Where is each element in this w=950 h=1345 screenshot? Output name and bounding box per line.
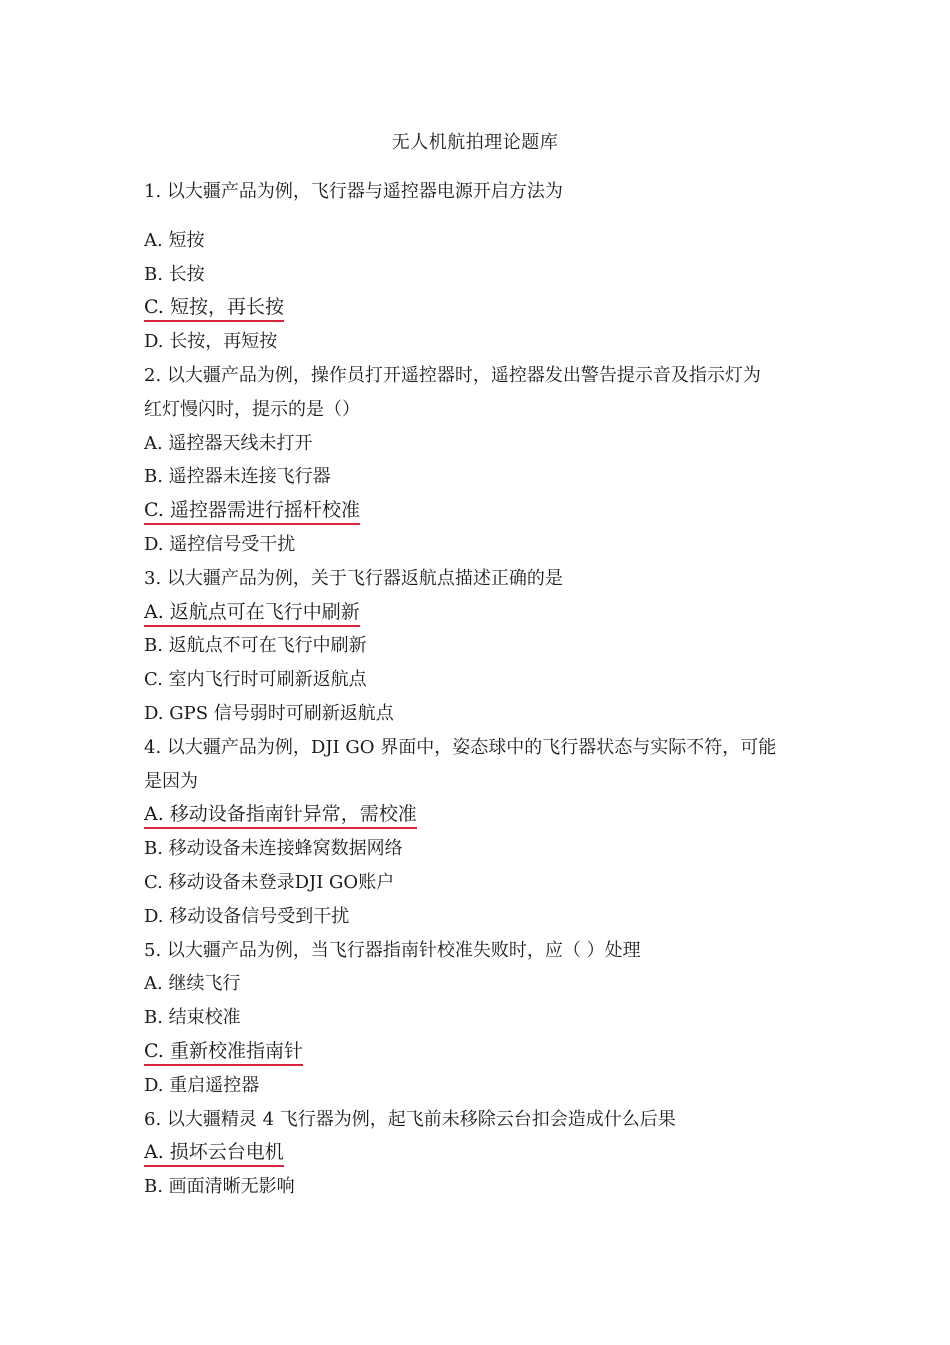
answer-option: D. 移动设备信号受到干扰 [144,905,350,927]
correct-answer-text: A. 损坏云台电机 [144,1140,284,1167]
answer-option: D. 遥控信号受干扰 [144,533,296,555]
answer-option: D. 长按，再短按 [144,331,278,353]
answer-option: A. 继续飞行 [144,973,241,995]
answer-option: B. 返航点不可在飞行中刷新 [144,635,367,657]
answer-option: D. 重启遥控器 [144,1074,260,1096]
answer-option: A. 短按 [144,229,205,251]
answer-option-correct [144,291,809,325]
correct-answer-text: A. 返航点可在飞行中刷新 [144,600,360,627]
question-stem: 是因为 [144,770,198,792]
answer-option: B. 结束校准 [144,1007,241,1029]
answer-option: B. 遥控器未连接飞行器 [144,466,331,488]
answer-option-correct [144,1136,809,1170]
answer-option-correct [144,494,809,528]
answer-option: D. GPS 信号弱时可刷新返航点 [144,702,394,724]
question-stem: 6. 以大疆精灵 4 飞行器为例，起飞前未移除云台扣会造成什么后果 [144,1108,676,1130]
question-block [144,175,809,359]
answer-option: C. 室内飞行时可刷新返航点 [144,669,367,691]
answer-option: B. 画面清晰无影响 [144,1176,295,1198]
document-title: 无人机航拍理论题库 [391,132,559,153]
answer-option-correct [144,596,809,630]
spacer [144,209,809,224]
question-stem: 1. 以大疆产品为例，飞行器与遥控器电源开启方法为 [144,181,563,202]
correct-answer-text: A. 移动设备指南针异常，需校准 [144,802,417,829]
question-block [144,359,809,562]
correct-answer-text: C. 遥控器需进行摇杆校准 [144,498,360,525]
question-block [144,562,809,731]
answer-option: C. 移动设备未登录DJI GO账户 [144,871,395,893]
question-stem: 3. 以大疆产品为例，关于飞行器返航点描述正确的是 [144,567,563,589]
answer-option: B. 移动设备未连接蜂窝数据网络 [144,838,403,860]
question-list [144,175,809,1204]
question-stem: 2. 以大疆产品为例，操作员打开遥控器时，遥控器发出警告提示音及指示灯为 [144,364,761,386]
answer-option-correct [144,798,809,832]
answer-option: B. 长按 [144,263,205,285]
question-block [144,731,809,934]
question-block [144,1103,809,1204]
answer-option-correct [144,1035,809,1069]
correct-answer-text: C. 短按，再长按 [144,295,284,322]
question-stem: 4. 以大疆产品为例，DJI GO 界面中，姿态球中的飞行器状态与实际不符，可能 [144,736,777,758]
question-stem: 5. 以大疆产品为例，当飞行器指南针校准失败时，应（ ）处理 [144,939,641,961]
question-stem: 红灯慢闪时，提示的是（） [144,398,360,420]
question-block [144,934,809,1103]
correct-answer-text: C. 重新校准指南针 [144,1039,303,1066]
answer-option: A. 遥控器天线未打开 [144,432,313,454]
